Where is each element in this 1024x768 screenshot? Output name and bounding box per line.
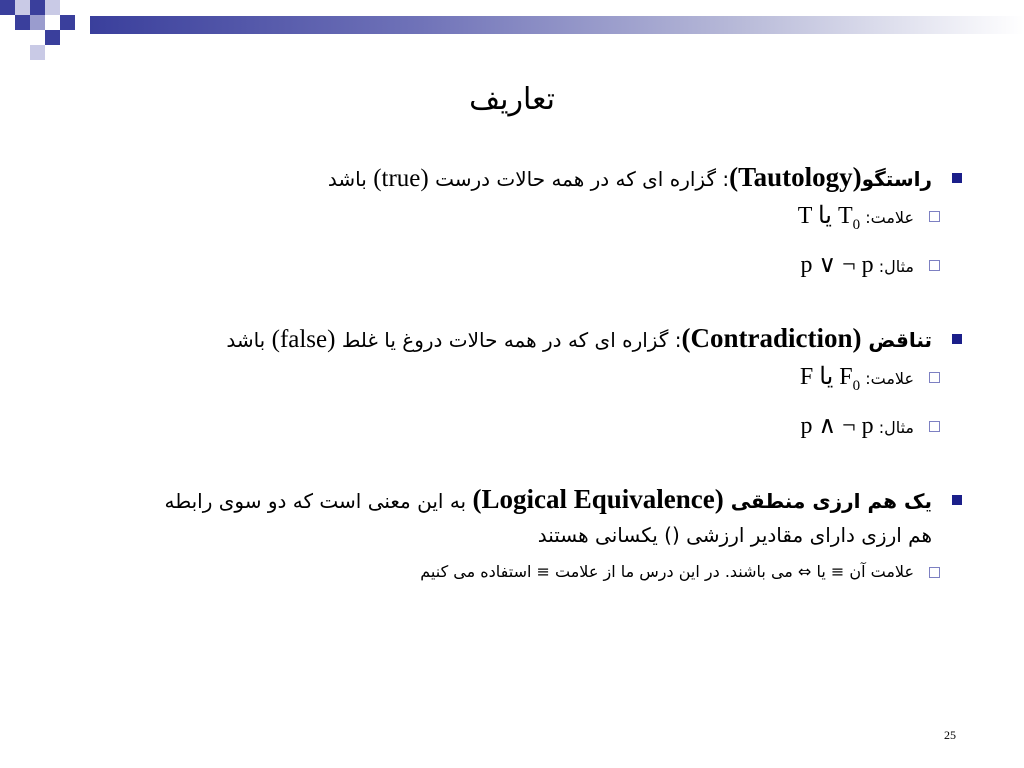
math-text: T یا T	[797, 203, 853, 229]
header-decoration	[0, 0, 1024, 64]
deco-square	[30, 0, 45, 15]
subscript: 0	[852, 216, 861, 233]
sub-item-symbol	[62, 357, 962, 406]
term-text: راستگو	[861, 167, 932, 191]
deco-square	[60, 15, 75, 30]
deco-square	[15, 0, 30, 15]
bullet-item-contradiction	[62, 321, 962, 357]
slide-content	[62, 160, 962, 592]
example-math: p ∧ ¬ p	[800, 412, 874, 439]
hollow-square-icon	[929, 260, 940, 271]
definition-line-2: هم ارزی دارای مقادیر ارزشی () یکسانی هستند	[537, 522, 932, 547]
term-english: (Tautology)	[729, 162, 862, 192]
definition-text: : گزاره ای که در همه حالات دروغ یا غلط	[335, 327, 682, 352]
deco-square	[45, 0, 60, 15]
deco-square	[15, 15, 30, 30]
square-bullet-icon	[952, 173, 962, 183]
hollow-square-icon	[929, 211, 940, 222]
header-gradient-band	[90, 16, 1024, 34]
deco-square	[0, 0, 15, 15]
value-text: (false)	[271, 325, 336, 353]
deco-square	[30, 45, 45, 60]
sub-label: علامت آن ≡ یا ⇔ می باشند. در این درس ما از علامت ≡ استفاده می کنیم	[420, 561, 914, 581]
term-text: تناقض	[861, 327, 932, 352]
sub-label: علامت:	[860, 208, 914, 227]
square-bullet-icon	[952, 495, 962, 505]
bullet-item-equivalence	[62, 482, 962, 552]
sub-label: مثال:	[873, 417, 914, 437]
sub-item-symbol	[62, 196, 962, 245]
value-text: (true)	[373, 165, 429, 192]
square-bullet-icon	[952, 334, 962, 344]
symbol-math	[797, 203, 861, 233]
hollow-square-icon	[929, 372, 940, 383]
example-math: p ∨ ¬ p	[800, 251, 874, 278]
math-text: F یا F	[799, 363, 853, 390]
sub-label: علامت:	[860, 368, 914, 388]
sub-item-example	[62, 245, 962, 287]
deco-square	[45, 30, 60, 45]
symbol-math	[799, 363, 861, 394]
definition-end: باشد	[327, 167, 374, 191]
sub-item-example	[62, 406, 962, 448]
hollow-square-icon	[929, 421, 940, 432]
term-english: (Logical Equivalence)	[472, 483, 724, 514]
term-english: (Contradiction)	[681, 322, 862, 353]
subscript: 0	[852, 377, 861, 394]
sub-label: مثال:	[873, 256, 914, 276]
slide-title: تعاریف	[469, 82, 555, 117]
term-text: یک هم ارزی منطقی	[723, 488, 932, 513]
bullet-item-tautology	[62, 160, 962, 196]
definition-text: : گزاره ای که در همه حالات درست	[428, 167, 730, 191]
definition-text: به این معنی است که دو سوی رابطه	[164, 488, 473, 513]
page-number: 25	[944, 728, 956, 742]
sub-item-symbol	[62, 552, 962, 592]
deco-square	[30, 15, 45, 30]
definition-end: باشد	[226, 327, 272, 352]
hollow-square-icon	[929, 567, 940, 578]
